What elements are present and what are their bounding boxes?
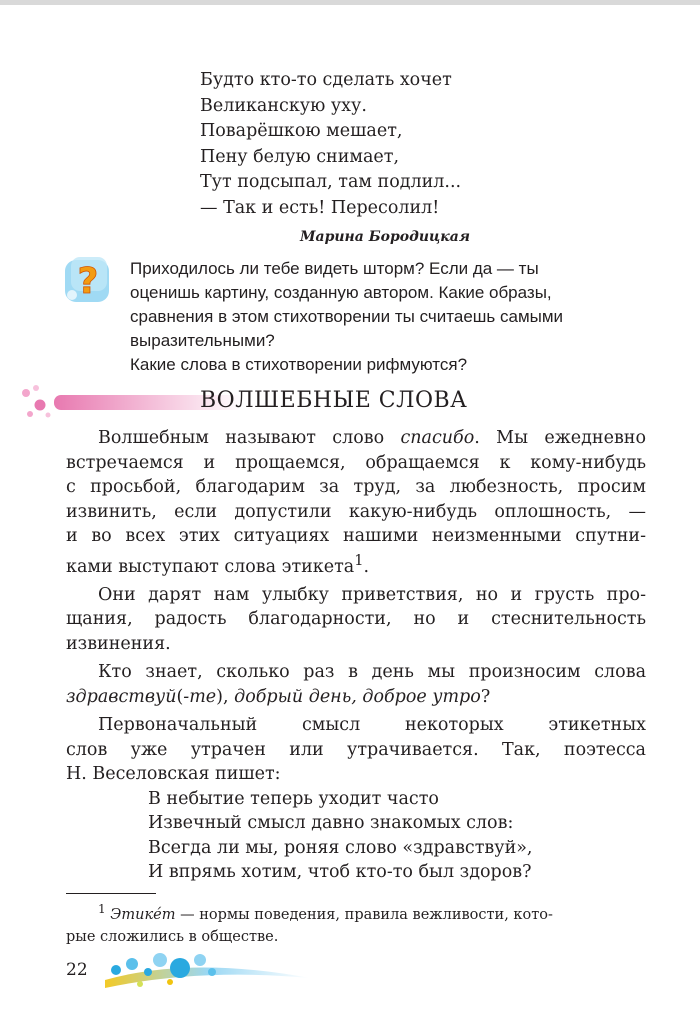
poem-line: Поварёшкою мешает, — [200, 121, 403, 142]
paragraph-line: с просьбой, благодарим за труд, за любезность, просим — [66, 477, 646, 497]
footnote-definition: — нормы поведения, правила вежливости, кото- — [175, 906, 553, 923]
question-line: сравнения в этом стихотворении ты считаешь самыми — [130, 307, 564, 326]
main-text — [66, 426, 646, 885]
paragraph-line: Они дарят нам улыбку приветствия, но и грусть про- — [98, 584, 646, 605]
paragraph-line: Н. Веселовская пишет: — [66, 764, 281, 785]
text-span: . Мы ежедневно — [474, 428, 647, 448]
poem-line: Пену белую снимает, — [200, 146, 400, 167]
question-line: Какие слова в стихотворении рифмуются? — [130, 355, 468, 374]
poem-line: Будто кто-то сделать хочет — [200, 70, 452, 90]
paragraph-line: и во всех этих ситуациях нашими неизменными спутни- — [66, 526, 646, 546]
italic-word: спасибо — [400, 428, 475, 448]
text-span: ), — [216, 686, 235, 707]
question-line: выразительными? — [130, 331, 275, 350]
poem-line: — Так и есть! Пересолил! — [200, 197, 440, 218]
text-span: ками выступают слова этикета — [66, 556, 355, 577]
poem-top — [200, 68, 461, 222]
question-line: Приходилось ли тебе видеть шторм? Если да — ты — [130, 259, 539, 278]
text-span: . — [363, 556, 370, 577]
italic-word: добрый день, доброе утро — [234, 686, 481, 707]
poem-line: Всегда ли мы, роняя слово «здравствуй», — [148, 837, 533, 858]
text-span: Волшебным называют слово — [98, 428, 401, 448]
footnote-marker: 1 — [354, 551, 364, 569]
svg-text:?: ? — [77, 261, 99, 302]
italic-word: здравствуй — [66, 686, 177, 707]
top-border — [0, 0, 700, 5]
page-number: 22 — [66, 960, 88, 980]
quoted-poem — [66, 787, 646, 885]
paragraph-line: встречаемся и прощаемся, обращаемся к кому-нибудь — [66, 452, 646, 473]
paragraph-line — [66, 549, 646, 579]
poem-line: Великанскую уху. — [200, 95, 367, 116]
paragraph-line: Кто знает, сколько раз в день мы произносим слова — [98, 662, 646, 683]
paragraph-line: извинить, если допустили какую-нибудь оплошность, — — [66, 501, 646, 522]
footnote-line — [66, 898, 646, 926]
footnote-line: рые сложились в обществе. — [66, 928, 279, 945]
poem-line: И впрямь хотим, чтоб кто-то был здоров? — [148, 862, 532, 883]
footnote — [66, 898, 646, 948]
paragraph-line: слов уже утрачен или утрачивается. Так, поэтесса — [66, 739, 646, 760]
poem-line: Извечный смысл давно знакомых слов: — [148, 813, 514, 834]
poem-line: Тут подсыпал, там подлил... — [200, 172, 462, 193]
section-heading: ВОЛШЕБНЫЕ СЛОВА — [200, 388, 468, 413]
text-span: ? — [480, 686, 491, 707]
question-line: оценишь картину, созданную автором. Какие образы, — [130, 283, 552, 302]
paragraph-line: Первоначальный смысл некоторых этикетных — [98, 715, 646, 736]
footnote-term: Этикéт — [110, 906, 176, 923]
italic-word: -те — [183, 686, 217, 707]
paragraph-1-line-1 — [66, 426, 646, 451]
paragraph-line: извинения. — [66, 633, 171, 654]
page-decoration — [100, 948, 315, 993]
poem-line: В небытие теперь уходит часто — [148, 788, 439, 809]
questions-block — [130, 257, 675, 377]
question-mark-icon — [62, 255, 114, 307]
poem-author: Марина Бородицкая — [300, 229, 470, 245]
footnote-number: 1 — [98, 902, 106, 916]
paragraph-line: щания, радость благодарности, но и стеснительность — [66, 609, 646, 630]
paragraph-line — [66, 685, 646, 710]
footnote-divider — [66, 893, 156, 894]
text-span: ( — [176, 686, 184, 707]
